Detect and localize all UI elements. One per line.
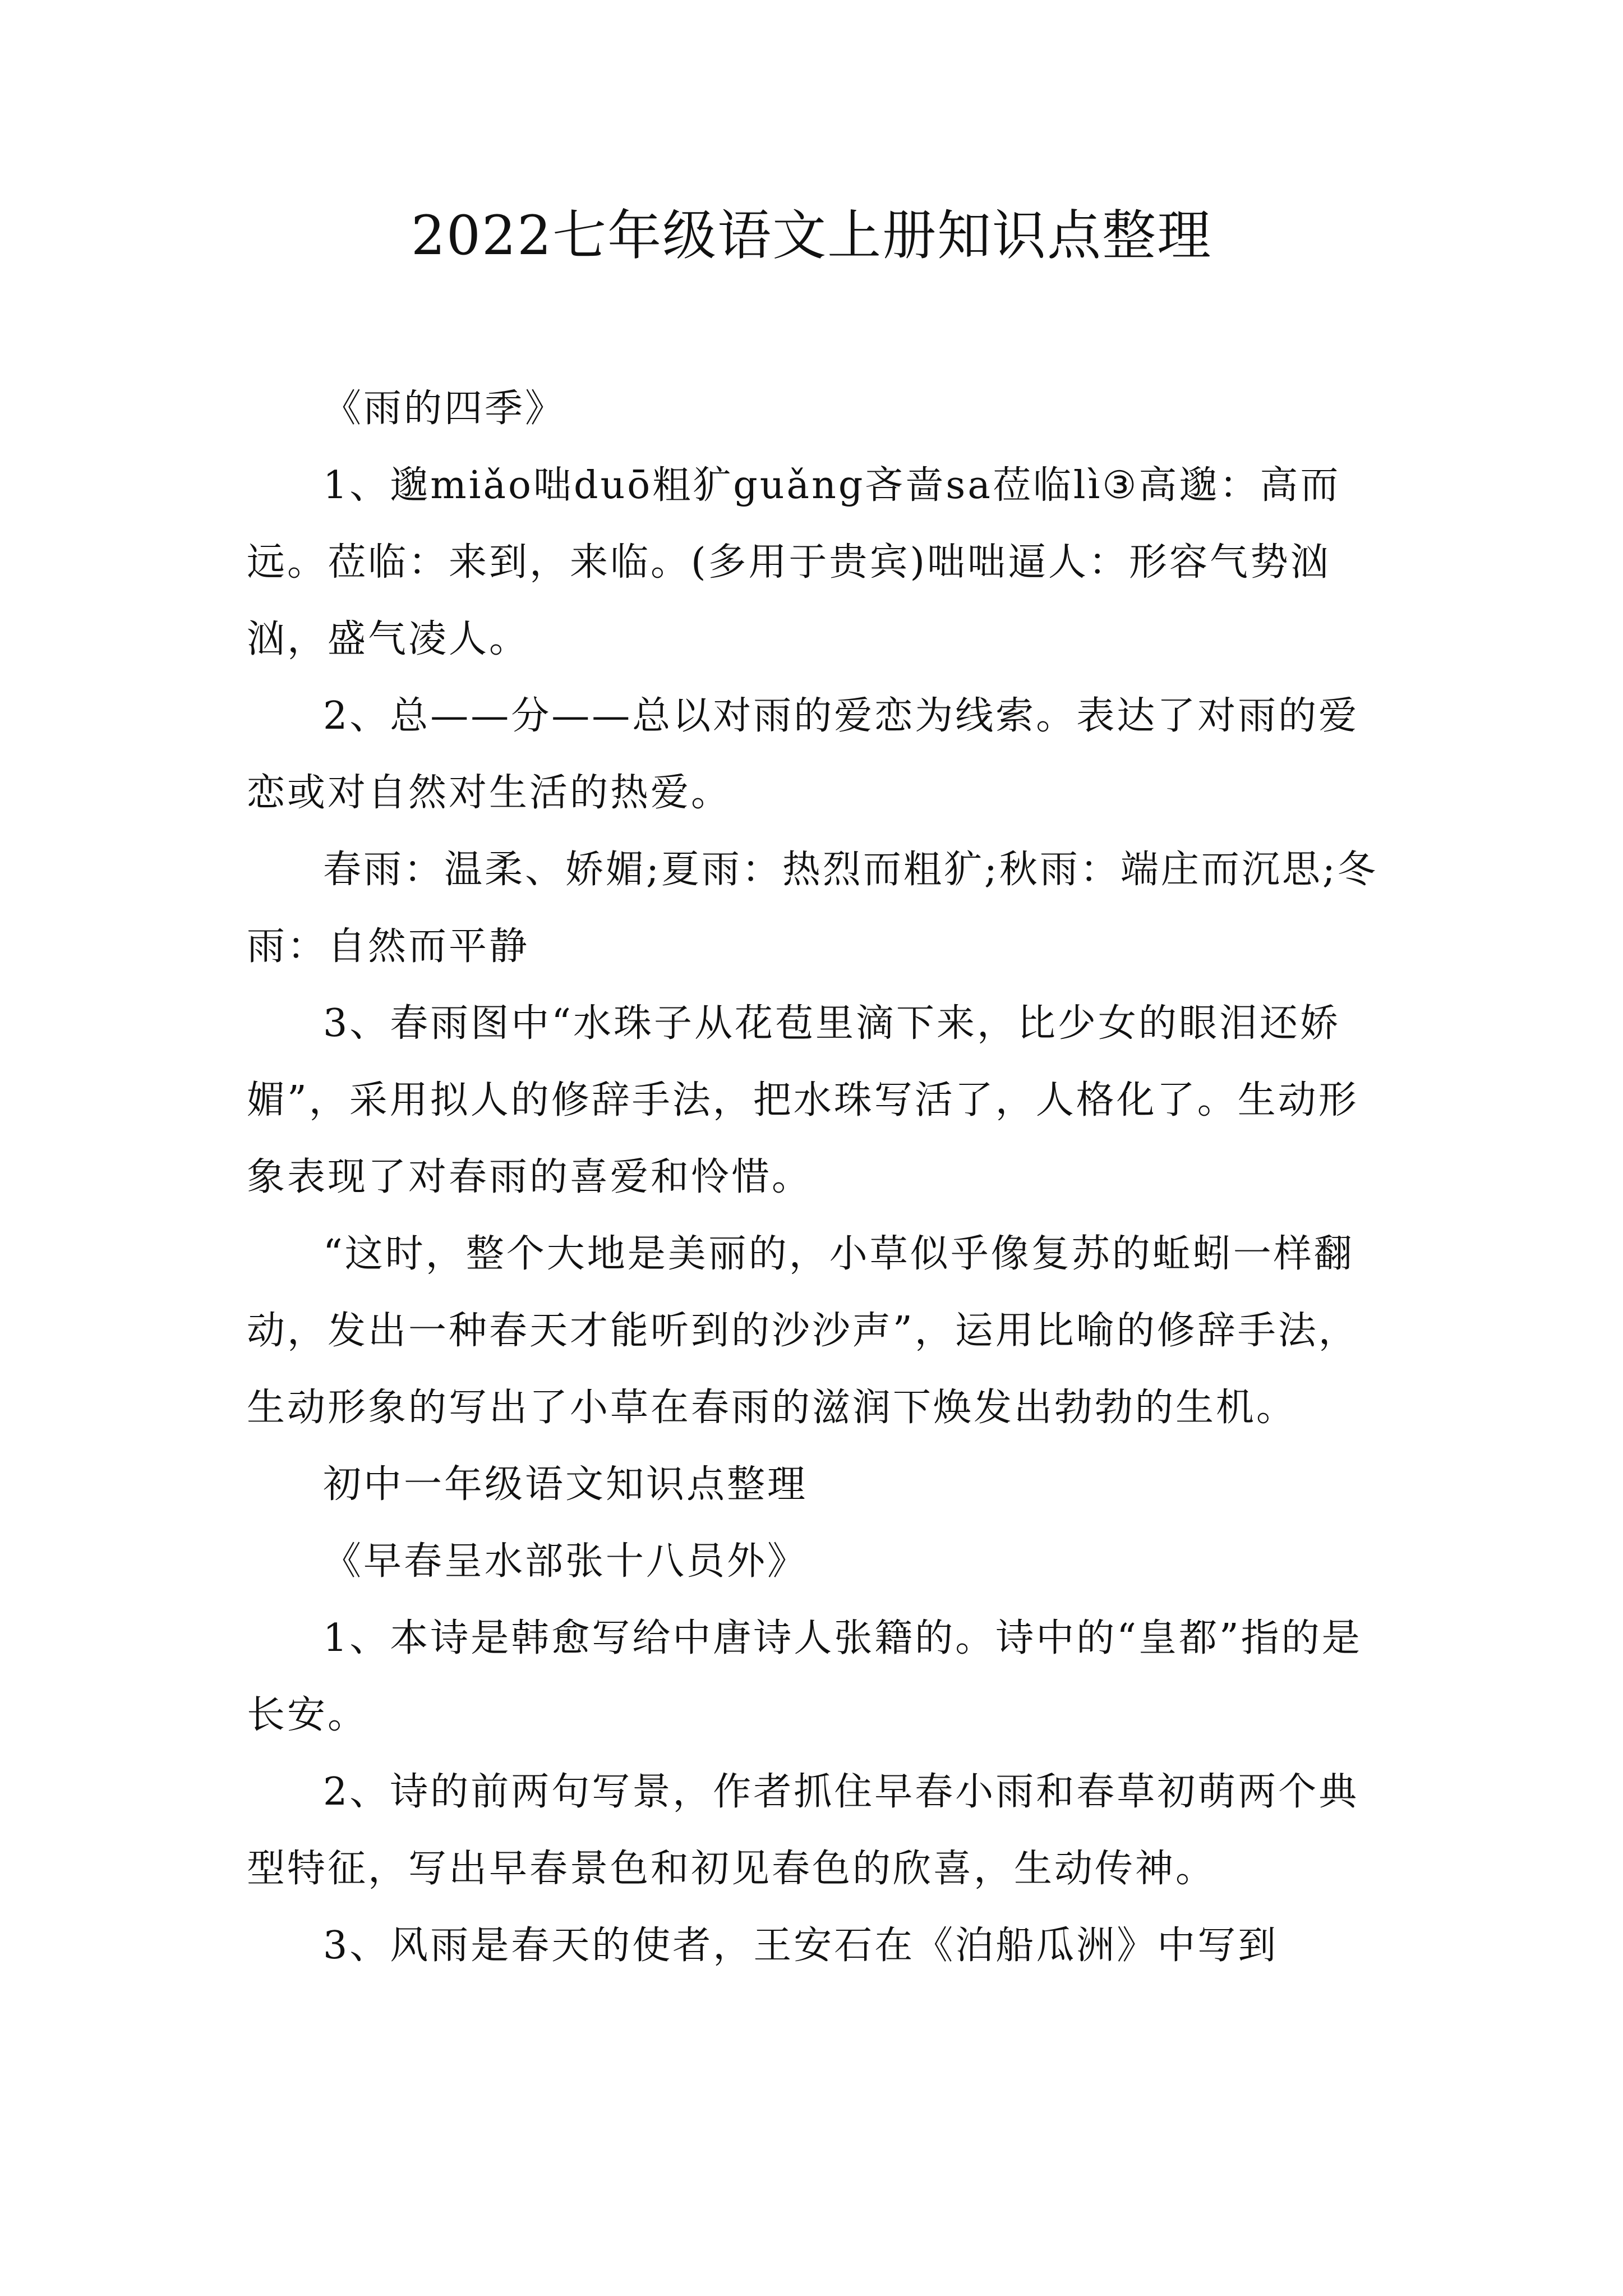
paragraph-wind-rain: 3、风雨是春天的使者，王安石在《泊船瓜洲》中写到 [323,1924,1279,1968]
section-heading-grade-one: 初中一年级语文知识点整理 [323,1462,808,1507]
paragraph-poem-scenery: 2、诗的前两句写景，作者抓住早春小雨和春草初萌两个典型特征，写出早春景色和初见春色的欣喜，生动传神。 [247,1770,1359,1891]
paragraph-poem-author: 1、本诗是韩愈写给中唐诗人张籍的。诗中的“皇都”指的是长安。 [247,1616,1362,1737]
paragraph-grass-analysis: “这时，整个大地是美丽的，小草似乎像复苏的蚯蚓一样翻动，发出一种春天才能听到的沙沙声”，运用比喻的修辞手法，生动形象的写出了小草在春雨的滋润下焕发出勃勃的生机。 [247,1232,1359,1430]
section-heading-rain-seasons: 《雨的四季》 [323,386,566,431]
paragraph-vocabulary: 1、邈miǎo咄duō粗犷guǎng吝啬sa莅临lì③高邈：高而远。莅临：来到，来临。(多用于贵宾)咄咄逼人：形容气势汹汹，盛气凌人。 [247,463,1341,661]
document-body [247,370,1391,1984]
paragraph-four-rains: 春雨：温柔、娇媚;夏雨：热烈而粗犷;秋雨：端庄而沉思;冬雨：自然而平静 [247,848,1378,969]
document-title: 2022七年级语文上册知识点整理 [411,204,1212,267]
paragraph-spring-rain-analysis: 3、春雨图中“水珠子从花苞里滴下来，比少女的眼泪还娇媚”，采用拟人的修辞手法，把水珠写活了，人格化了。生动形象表现了对春雨的喜爱和怜惜。 [247,1001,1359,1199]
paragraph-structure: 2、总——分——总以对雨的爱恋为线索。表达了对雨的爱恋或对自然对生活的热爱。 [247,694,1359,815]
section-heading-early-spring-poem: 《早春呈水部张十八员外》 [323,1539,808,1584]
